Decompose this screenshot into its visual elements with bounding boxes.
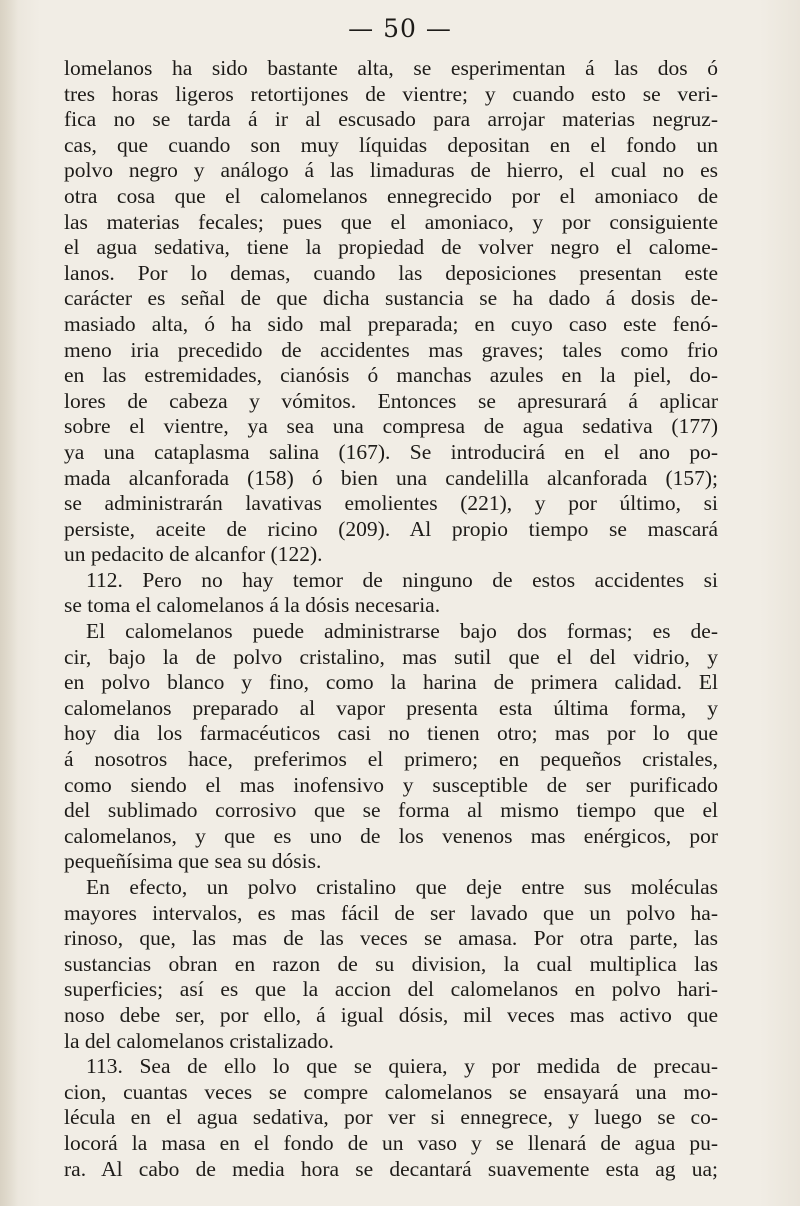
text-line: las materias fecales; pues que el amoniaco, y por consiguiente	[64, 209, 718, 234]
text-line: sobre el vientre, ya sea una compresa de agua sedativa (177)	[64, 414, 718, 439]
text-line: 113. Sea de ello lo que se quiera, y por medida de precau-	[86, 1054, 718, 1079]
text-line: El calomelanos puede administrarse bajo dos formas; es de-	[86, 619, 718, 644]
text-line: rinoso, que, las mas de las veces se amasa. Por otra parte, las	[64, 926, 718, 951]
text-line: á nosotros hace, preferimos el primero; en pequeños cristales,	[64, 747, 718, 772]
text-line: cas, que cuando son muy líquidas depositan en el fondo un	[64, 132, 718, 157]
text-line: locorá la masa en el fondo de un vaso y se llenará de agua pu-	[64, 1130, 718, 1155]
text-line: fica no se tarda á ir al escusado para arrojar materias negruz-	[64, 107, 718, 132]
page-gutter-shadow	[0, 0, 18, 1206]
text-line: En efecto, un polvo cristalino que deje entre sus moléculas	[86, 875, 718, 899]
text-line: en polvo blanco y fino, como la harina de primera calidad. El	[64, 670, 718, 695]
text-line: polvo negro y análogo á las limaduras de hierro, el cual no es	[64, 158, 718, 183]
text-line: como siendo el mas inofensivo y susceptible de ser purificado	[64, 772, 718, 797]
text-line: se administrarán lavativas emolientes (221), y por último, si	[64, 491, 718, 516]
text-line: persiste, aceite de ricino (209). Al propio tiempo se mascará	[64, 516, 718, 541]
text-line: el agua sedativa, tiene la propiedad de volver negro el calome-	[64, 235, 718, 260]
text-line: superficies; así es que la accion del calomelanos en polvo hari-	[64, 977, 718, 1002]
text-line: noso debe ser, por ello, á igual dósis, mil veces mas activo que	[64, 1002, 718, 1027]
text-line: tres horas ligeros retortijones de vientre; y cuando esto se veri-	[64, 81, 718, 106]
body-text	[64, 56, 718, 1182]
text-line: lanos. Por lo demas, cuando las deposiciones presentan este	[64, 260, 718, 285]
text-line: ya una cataplasma salina (167). Se introducirá en el ano po-	[64, 439, 718, 464]
text-line: hoy dia los farmacéuticos casi no tienen otro; mas por lo que	[64, 721, 718, 746]
text-line: un pedacito de alcanfor (122).	[64, 542, 323, 567]
text-line: 112. Pero no hay temor de ninguno de estos accidentes si	[86, 567, 718, 592]
text-line: sustancias obran en razon de su division, la cual multiplica las	[64, 951, 718, 976]
text-line: carácter es señal de que dicha sustancia se ha dado á dosis de-	[64, 286, 718, 311]
text-line: se toma el calomelanos á la dósis necesaria.	[64, 593, 441, 618]
text-line: masiado alta, ó ha sido mal preparada; en cuyo caso este fenó-	[64, 311, 718, 336]
page-number: — 50 —	[348, 14, 452, 43]
text-line: cir, bajo la de polvo cristalino, mas sutil que el del vidrio, y	[64, 644, 718, 669]
text-line: mayores intervalos, es mas fácil de ser lavado que un polvo ha-	[64, 900, 718, 925]
text-line: en las estremidades, cianósis ó manchas azules en la piel, do-	[64, 363, 718, 388]
text-line: mada alcanforada (158) ó bien una candelilla alcanforada (157);	[64, 465, 718, 490]
text-line: otra cosa que el calomelanos ennegrecido por el amoniaco de	[64, 183, 718, 208]
text-line: meno iria precedido de accidentes mas graves; tales como frio	[64, 337, 718, 362]
text-line: la del calomelanos cristalizado.	[64, 1028, 334, 1053]
text-line: lécula en el agua sedativa, por ver si ennegrece, y luego se co-	[64, 1105, 718, 1130]
text-line: cion, cuantas veces se compre calomelanos se ensayará una mo-	[64, 1079, 718, 1104]
text-line: ra. Al cabo de media hora se decantará suavemente esta ag ua;	[64, 1156, 718, 1181]
text-line: del sublimado corrosivo que se forma al mismo tiempo que el	[64, 798, 718, 823]
text-line: pequeñísima que sea su dósis.	[64, 849, 322, 874]
text-line: calomelanos preparado al vapor presenta esta última forma, y	[64, 695, 718, 720]
text-line: lores de cabeza y vómitos. Entonces se apresurará á aplicar	[64, 388, 718, 413]
text-line: lomelanos ha sido bastante alta, se esperimentan á las dos ó	[64, 56, 718, 80]
text-line: calomelanos, y que es uno de los venenos mas enérgicos, por	[64, 823, 718, 848]
